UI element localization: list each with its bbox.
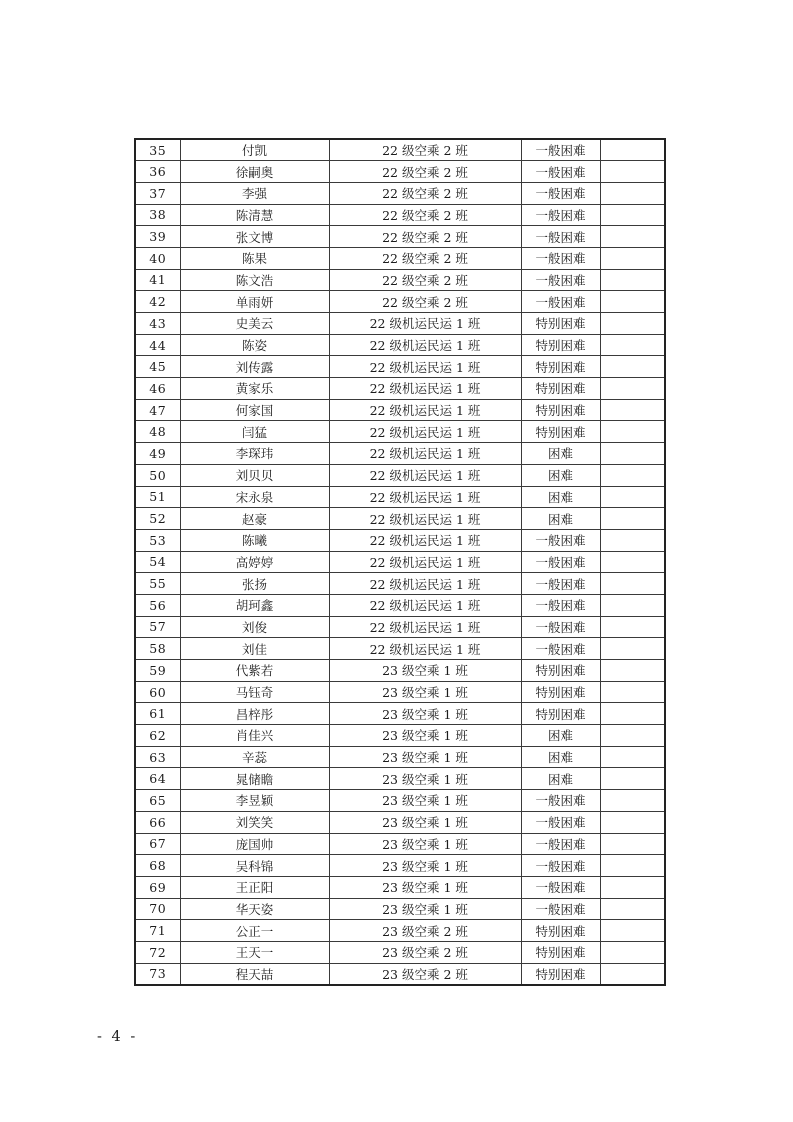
- cell-name: 张文博: [180, 226, 329, 248]
- table-row: [135, 768, 665, 790]
- cell-level: 特别困难: [521, 681, 600, 703]
- cell-no: 47: [135, 399, 180, 421]
- cell-cls: 22 级机运民运 1 班: [329, 594, 521, 616]
- table-row: [135, 529, 665, 551]
- cell-note: [600, 920, 665, 942]
- cell-name: 胡珂鑫: [180, 594, 329, 616]
- table-row: [135, 421, 665, 443]
- cell-note: [600, 334, 665, 356]
- cell-note: [600, 486, 665, 508]
- cell-note: [600, 790, 665, 812]
- table-row: [135, 660, 665, 682]
- table-row: [135, 139, 665, 161]
- cell-level: 特别困难: [521, 356, 600, 378]
- cell-cls: 22 级机运民运 1 班: [329, 529, 521, 551]
- student-roster-table: [134, 138, 666, 986]
- cell-no: 52: [135, 508, 180, 530]
- cell-name: 马钰奇: [180, 681, 329, 703]
- cell-cls: 23 级空乘 2 班: [329, 920, 521, 942]
- cell-no: 43: [135, 313, 180, 335]
- cell-cls: 22 级空乘 2 班: [329, 247, 521, 269]
- cell-name: 单雨妍: [180, 291, 329, 313]
- cell-no: 37: [135, 182, 180, 204]
- cell-note: [600, 573, 665, 595]
- table-row: [135, 182, 665, 204]
- cell-level: 一般困难: [521, 551, 600, 573]
- table-row: [135, 226, 665, 248]
- cell-no: 59: [135, 660, 180, 682]
- cell-cls: 22 级机运民运 1 班: [329, 313, 521, 335]
- cell-cls: 23 级空乘 1 班: [329, 725, 521, 747]
- cell-no: 39: [135, 226, 180, 248]
- cell-level: 困难: [521, 746, 600, 768]
- cell-name: 高婷婷: [180, 551, 329, 573]
- cell-no: 61: [135, 703, 180, 725]
- cell-note: [600, 833, 665, 855]
- table-row: [135, 920, 665, 942]
- cell-level: 一般困难: [521, 573, 600, 595]
- cell-no: 35: [135, 139, 180, 161]
- cell-level: 特别困难: [521, 920, 600, 942]
- cell-note: [600, 247, 665, 269]
- cell-cls: 22 级机运民运 1 班: [329, 443, 521, 465]
- cell-no: 72: [135, 941, 180, 963]
- cell-name: 吴科锦: [180, 855, 329, 877]
- cell-note: [600, 551, 665, 573]
- cell-name: 陈文浩: [180, 269, 329, 291]
- cell-no: 70: [135, 898, 180, 920]
- cell-cls: 23 级空乘 1 班: [329, 876, 521, 898]
- table-row: [135, 725, 665, 747]
- cell-name: 陈清慧: [180, 204, 329, 226]
- cell-level: 一般困难: [521, 247, 600, 269]
- cell-no: 63: [135, 746, 180, 768]
- cell-cls: 22 级机运民运 1 班: [329, 508, 521, 530]
- cell-name: 陈果: [180, 247, 329, 269]
- cell-name: 陈姿: [180, 334, 329, 356]
- table-row: [135, 334, 665, 356]
- table-row: [135, 573, 665, 595]
- cell-no: 40: [135, 247, 180, 269]
- cell-cls: 22 级空乘 2 班: [329, 291, 521, 313]
- cell-no: 71: [135, 920, 180, 942]
- cell-note: [600, 378, 665, 400]
- cell-no: 64: [135, 768, 180, 790]
- cell-name: 史美云: [180, 313, 329, 335]
- cell-name: 庞国帅: [180, 833, 329, 855]
- table-row: [135, 378, 665, 400]
- cell-no: 48: [135, 421, 180, 443]
- cell-note: [600, 421, 665, 443]
- cell-level: 特别困难: [521, 378, 600, 400]
- table-row: [135, 941, 665, 963]
- cell-name: 李强: [180, 182, 329, 204]
- cell-level: 特别困难: [521, 963, 600, 985]
- cell-cls: 23 级空乘 1 班: [329, 855, 521, 877]
- cell-cls: 22 级空乘 2 班: [329, 161, 521, 183]
- table-row: [135, 508, 665, 530]
- cell-name: 肖佳兴: [180, 725, 329, 747]
- cell-name: 华天姿: [180, 898, 329, 920]
- cell-name: 昌梓彤: [180, 703, 329, 725]
- cell-no: 49: [135, 443, 180, 465]
- cell-level: 一般困难: [521, 291, 600, 313]
- cell-level: 特别困难: [521, 703, 600, 725]
- table-row: [135, 681, 665, 703]
- cell-note: [600, 811, 665, 833]
- table-row: [135, 551, 665, 573]
- cell-name: 何家国: [180, 399, 329, 421]
- cell-name: 刘佳: [180, 638, 329, 660]
- cell-cls: 23 级空乘 1 班: [329, 746, 521, 768]
- cell-no: 60: [135, 681, 180, 703]
- cell-note: [600, 204, 665, 226]
- cell-level: 一般困难: [521, 269, 600, 291]
- cell-name: 赵豪: [180, 508, 329, 530]
- cell-note: [600, 963, 665, 985]
- cell-note: [600, 616, 665, 638]
- cell-name: 程天喆: [180, 963, 329, 985]
- cell-cls: 22 级机运民运 1 班: [329, 638, 521, 660]
- cell-note: [600, 768, 665, 790]
- cell-cls: 23 级空乘 1 班: [329, 768, 521, 790]
- cell-cls: 23 级空乘 1 班: [329, 898, 521, 920]
- cell-level: 一般困难: [521, 529, 600, 551]
- cell-cls: 23 级空乘 1 班: [329, 703, 521, 725]
- cell-note: [600, 226, 665, 248]
- cell-no: 58: [135, 638, 180, 660]
- cell-cls: 22 级机运民运 1 班: [329, 399, 521, 421]
- table-row: [135, 638, 665, 660]
- cell-no: 67: [135, 833, 180, 855]
- cell-note: [600, 594, 665, 616]
- cell-cls: 23 级空乘 2 班: [329, 963, 521, 985]
- cell-no: 68: [135, 855, 180, 877]
- cell-note: [600, 703, 665, 725]
- cell-name: 付凯: [180, 139, 329, 161]
- cell-cls: 22 级机运民运 1 班: [329, 421, 521, 443]
- cell-cls: 23 级空乘 1 班: [329, 833, 521, 855]
- cell-name: 刘笑笑: [180, 811, 329, 833]
- cell-no: 53: [135, 529, 180, 551]
- cell-no: 65: [135, 790, 180, 812]
- cell-name: 代紫若: [180, 660, 329, 682]
- cell-name: 刘俊: [180, 616, 329, 638]
- cell-cls: 22 级机运民运 1 班: [329, 551, 521, 573]
- cell-no: 51: [135, 486, 180, 508]
- cell-note: [600, 356, 665, 378]
- table-row: [135, 855, 665, 877]
- cell-level: 特别困难: [521, 941, 600, 963]
- cell-level: 一般困难: [521, 898, 600, 920]
- cell-cls: 22 级空乘 2 班: [329, 182, 521, 204]
- cell-cls: 23 级空乘 1 班: [329, 660, 521, 682]
- cell-level: 一般困难: [521, 855, 600, 877]
- cell-name: 李琛玮: [180, 443, 329, 465]
- cell-name: 王天一: [180, 941, 329, 963]
- table-row: [135, 876, 665, 898]
- cell-name: 陈曦: [180, 529, 329, 551]
- cell-note: [600, 681, 665, 703]
- page-number: - 4 -: [97, 1029, 138, 1045]
- student-table-body: [135, 139, 665, 985]
- cell-no: 44: [135, 334, 180, 356]
- cell-name: 晁储瞻: [180, 768, 329, 790]
- cell-no: 56: [135, 594, 180, 616]
- cell-cls: 22 级机运民运 1 班: [329, 334, 521, 356]
- cell-no: 42: [135, 291, 180, 313]
- cell-level: 困难: [521, 464, 600, 486]
- cell-cls: 22 级机运民运 1 班: [329, 573, 521, 595]
- cell-cls: 23 级空乘 1 班: [329, 811, 521, 833]
- cell-name: 闫猛: [180, 421, 329, 443]
- table-row: [135, 161, 665, 183]
- table-row: [135, 204, 665, 226]
- cell-level: 一般困难: [521, 616, 600, 638]
- cell-note: [600, 638, 665, 660]
- cell-no: 57: [135, 616, 180, 638]
- cell-no: 54: [135, 551, 180, 573]
- table-row: [135, 703, 665, 725]
- table-row: [135, 811, 665, 833]
- cell-level: 一般困难: [521, 182, 600, 204]
- cell-level: 困难: [521, 725, 600, 747]
- cell-level: 一般困难: [521, 226, 600, 248]
- table-row: [135, 833, 665, 855]
- cell-no: 46: [135, 378, 180, 400]
- cell-no: 41: [135, 269, 180, 291]
- cell-no: 50: [135, 464, 180, 486]
- cell-cls: 22 级空乘 2 班: [329, 139, 521, 161]
- table-row: [135, 616, 665, 638]
- cell-note: [600, 443, 665, 465]
- cell-note: [600, 876, 665, 898]
- cell-name: 张扬: [180, 573, 329, 595]
- cell-note: [600, 941, 665, 963]
- cell-no: 66: [135, 811, 180, 833]
- cell-cls: 22 级空乘 2 班: [329, 204, 521, 226]
- cell-no: 45: [135, 356, 180, 378]
- cell-level: 一般困难: [521, 161, 600, 183]
- table-row: [135, 790, 665, 812]
- cell-level: 一般困难: [521, 790, 600, 812]
- cell-level: 一般困难: [521, 638, 600, 660]
- cell-note: [600, 399, 665, 421]
- cell-note: [600, 529, 665, 551]
- table-row: [135, 399, 665, 421]
- cell-no: 55: [135, 573, 180, 595]
- cell-level: 特别困难: [521, 313, 600, 335]
- cell-level: 特别困难: [521, 334, 600, 356]
- table-row: [135, 291, 665, 313]
- cell-cls: 23 级空乘 2 班: [329, 941, 521, 963]
- cell-note: [600, 139, 665, 161]
- cell-name: 李昱颖: [180, 790, 329, 812]
- table-row: [135, 247, 665, 269]
- cell-no: 38: [135, 204, 180, 226]
- cell-note: [600, 660, 665, 682]
- table-row: [135, 898, 665, 920]
- cell-level: 一般困难: [521, 833, 600, 855]
- table-row: [135, 313, 665, 335]
- cell-note: [600, 182, 665, 204]
- cell-level: 特别困难: [521, 421, 600, 443]
- cell-no: 69: [135, 876, 180, 898]
- cell-note: [600, 725, 665, 747]
- table-row: [135, 356, 665, 378]
- cell-level: 一般困难: [521, 594, 600, 616]
- cell-level: 一般困难: [521, 876, 600, 898]
- cell-name: 王正阳: [180, 876, 329, 898]
- cell-name: 徐嗣奥: [180, 161, 329, 183]
- cell-level: 特别困难: [521, 399, 600, 421]
- cell-no: 36: [135, 161, 180, 183]
- cell-cls: 22 级机运民运 1 班: [329, 486, 521, 508]
- cell-note: [600, 291, 665, 313]
- cell-level: 困难: [521, 508, 600, 530]
- cell-note: [600, 855, 665, 877]
- cell-cls: 22 级机运民运 1 班: [329, 464, 521, 486]
- cell-no: 73: [135, 963, 180, 985]
- table-row: [135, 443, 665, 465]
- table-row: [135, 464, 665, 486]
- cell-note: [600, 161, 665, 183]
- cell-level: 困难: [521, 768, 600, 790]
- cell-cls: 22 级空乘 2 班: [329, 269, 521, 291]
- cell-cls: 23 级空乘 1 班: [329, 790, 521, 812]
- cell-cls: 22 级空乘 2 班: [329, 226, 521, 248]
- cell-note: [600, 508, 665, 530]
- cell-name: 辛蕊: [180, 746, 329, 768]
- table-row: [135, 746, 665, 768]
- cell-level: 一般困难: [521, 811, 600, 833]
- cell-note: [600, 313, 665, 335]
- cell-name: 黄家乐: [180, 378, 329, 400]
- table-row: [135, 486, 665, 508]
- cell-level: 一般困难: [521, 139, 600, 161]
- cell-cls: 22 级机运民运 1 班: [329, 616, 521, 638]
- cell-note: [600, 746, 665, 768]
- cell-note: [600, 898, 665, 920]
- cell-no: 62: [135, 725, 180, 747]
- table-row: [135, 594, 665, 616]
- cell-level: 特别困难: [521, 660, 600, 682]
- cell-name: 宋永泉: [180, 486, 329, 508]
- cell-cls: 23 级空乘 1 班: [329, 681, 521, 703]
- cell-name: 刘贝贝: [180, 464, 329, 486]
- cell-name: 刘传露: [180, 356, 329, 378]
- cell-note: [600, 464, 665, 486]
- cell-cls: 22 级机运民运 1 班: [329, 356, 521, 378]
- cell-note: [600, 269, 665, 291]
- cell-cls: 22 级机运民运 1 班: [329, 378, 521, 400]
- cell-level: 困难: [521, 486, 600, 508]
- table-row: [135, 963, 665, 985]
- cell-name: 公正一: [180, 920, 329, 942]
- cell-level: 困难: [521, 443, 600, 465]
- cell-level: 一般困难: [521, 204, 600, 226]
- table-row: [135, 269, 665, 291]
